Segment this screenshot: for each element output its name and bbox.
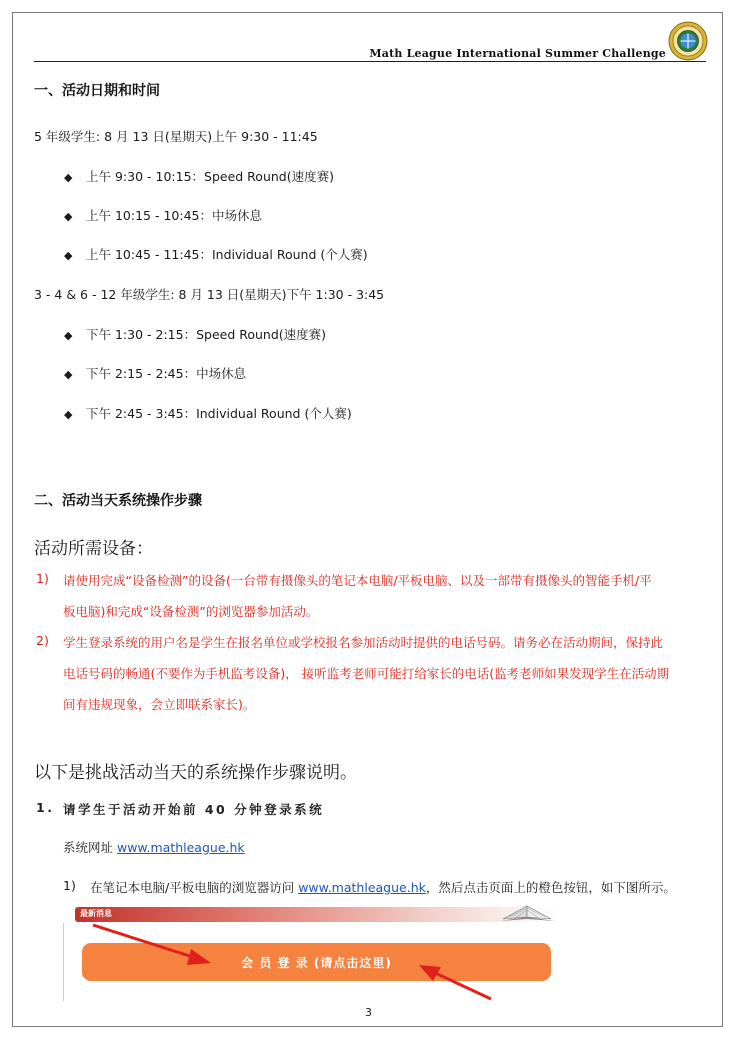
diamond-bullet-icon: ◆ [64, 408, 73, 421]
step1-number: 1. [36, 800, 55, 815]
step1-sub-number: 1) [63, 878, 76, 893]
list-item [64, 245, 368, 263]
diamond-bullet-icon: ◆ [64, 210, 73, 223]
section2-heading: 二、活动当天系统操作步骤 [34, 493, 202, 509]
list-item-text: 上午 10:45 - 11:45：Individual Round (个人赛) [86, 247, 368, 262]
equipment-item-line: 板电脑)和完成“设备检测”的浏览器参加活动。 [63, 604, 319, 619]
equipment-item-number: 1) [36, 571, 49, 586]
step1-title: 请学生于活动开始前 40 分钟登录系统 [63, 802, 325, 817]
list-item [64, 325, 326, 343]
list-item-text: 上午 10:15 - 10:45：中场休息 [86, 208, 262, 223]
sub-site-link[interactable]: www.mathleague.hk [298, 880, 426, 895]
equipment-item-line: 学生登录系统的用户名是学生在报名单位或学校报名参加活动时提供的电话号码。请务必在活动期间，保持此 [63, 635, 664, 650]
red-arrow-left-icon [93, 925, 211, 965]
site-link[interactable]: www.mathleague.hk [116, 840, 245, 855]
header-title: Math League International Summer Challenge [369, 47, 666, 60]
diamond-bullet-icon: ◆ [64, 368, 73, 381]
step1-sub-text [90, 878, 676, 896]
sub-text-after: ，然后点击页面上的橙色按钮，如下图所示。 [425, 880, 676, 895]
diamond-bullet-icon: ◆ [64, 249, 73, 262]
list-item [64, 206, 262, 224]
grades-other-schedule: 3 - 4 & 6 - 12 年级学生: 8 月 13 日(星期天)下午 1:30 - 3:45 [34, 287, 385, 302]
equipment-title: 活动所需设备： [34, 539, 153, 559]
website-screenshot [63, 903, 563, 1001]
red-arrow-right-icon [419, 965, 491, 999]
math-league-seal-icon [668, 21, 708, 61]
page-frame [12, 12, 723, 1027]
equipment-item-number: 2) [36, 633, 49, 648]
member-login-button[interactable]: 会 员 登 录 (请点击这里) [82, 943, 551, 981]
grade5-schedule: 5 年级学生: 8 月 13 日(星期天)上午 9:30 - 11:45 [34, 129, 318, 144]
list-item [64, 364, 246, 382]
list-item-text: 下午 2:45 - 3:45：Individual Round (个人赛) [86, 406, 352, 421]
list-item-text: 下午 2:15 - 2:45：中场休息 [86, 366, 247, 381]
list-item-text: 下午 1:30 - 2:15：Speed Round(速度赛) [86, 327, 327, 342]
site-label: 系统网址 [63, 840, 117, 855]
diamond-bullet-icon: ◆ [64, 329, 73, 342]
site-address [63, 838, 245, 856]
list-item [64, 404, 352, 422]
diamond-bullet-icon: ◆ [64, 171, 73, 184]
header-rule [34, 61, 706, 62]
equipment-item-line: 请使用完成“设备检测”的设备(一台带有摄像头的笔记本电脑/平板电脑、以及一部带有摄像头的智能手机/平 [63, 573, 652, 588]
pointer-arrows [63, 903, 563, 1001]
sub-text-before: 在笔记本电脑/平板电脑的浏览器访问 [90, 880, 299, 895]
list-item [64, 167, 334, 185]
steps-intro: 以下是挑战活动当天的系统操作步骤说明。 [34, 763, 357, 783]
equipment-item-line: 间有违规现象，会立即联系家长)。 [63, 697, 256, 712]
news-label: 最新消息 [80, 909, 112, 918]
section1-heading: 一、活动日期和时间 [34, 83, 160, 99]
equipment-item-line: 电话号码的畅通(不要作为手机监考设备)， 接听监考老师可能打给家长的电话(监考老师如果发现学生在活动期 [63, 666, 670, 681]
page-number: 3 [365, 1006, 372, 1019]
list-item-text: 上午 9:30 - 10:15：Speed Round(速度赛) [86, 169, 334, 184]
